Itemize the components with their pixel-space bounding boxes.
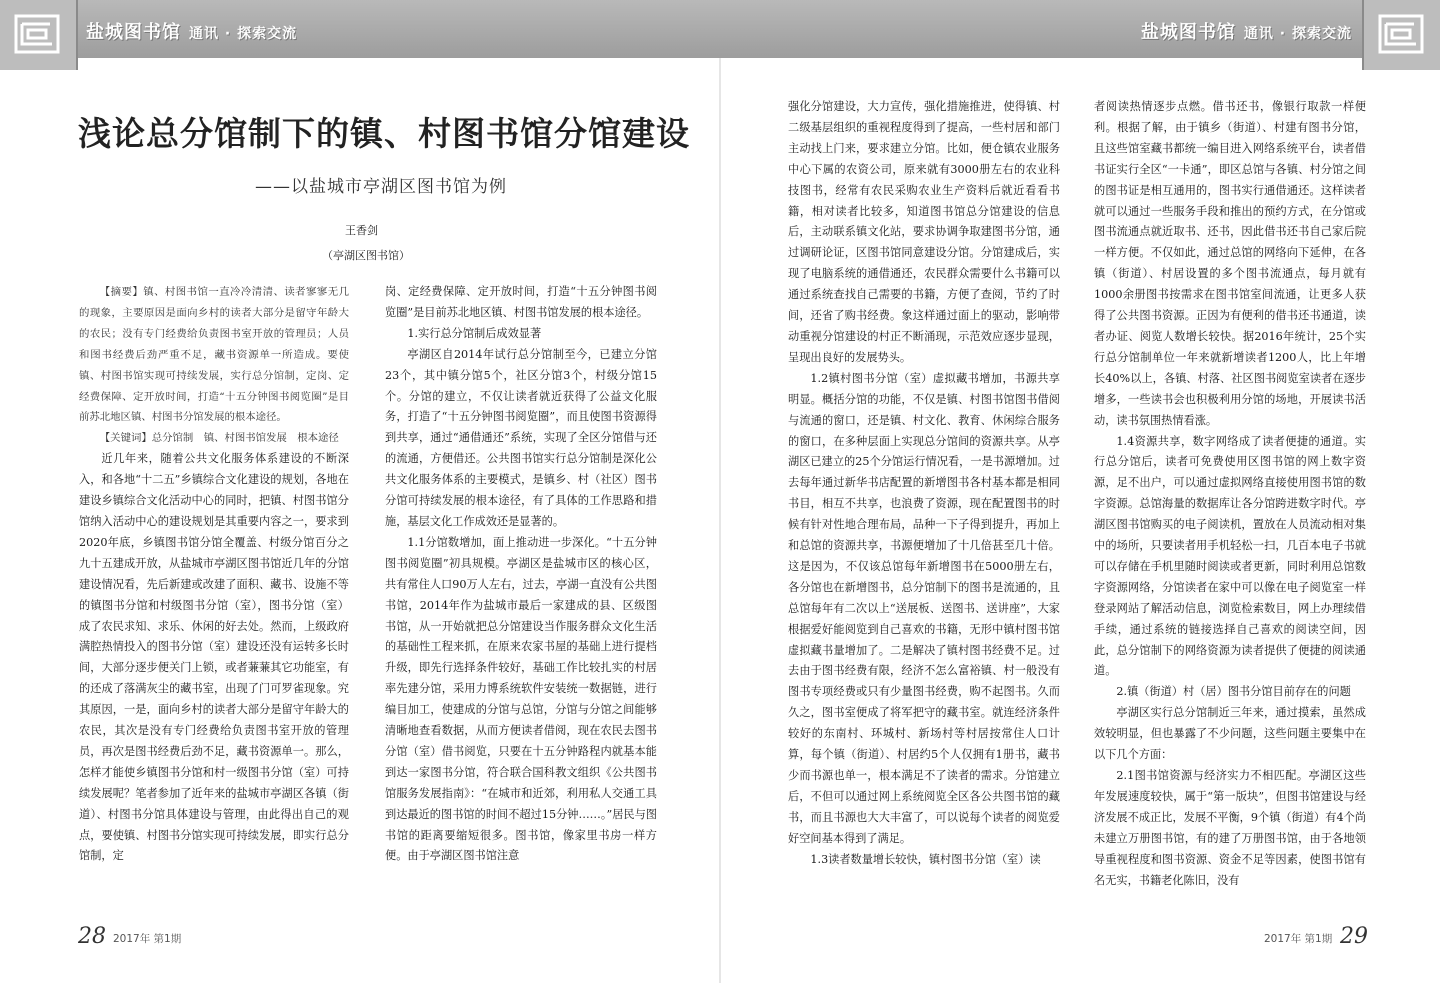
paragraph: 岗、定经费保障、定开放时间，打造“十五分钟图书阅览圈”是目前苏北地区镇、村图书馆发展的根本途径。 (385, 285, 657, 319)
library-name: 盐城图书馆 (1140, 22, 1236, 43)
header-right (720, 0, 1440, 58)
paragraph: 亭湖区实行总分馆制近三年来，通过摸索，虽然成效较明显，但也暴露了不少问题，这些问题主要集中在以下几个方面： (1094, 706, 1366, 762)
paragraph: 2.1图书馆资源与经济实力不相匹配。亭湖区这些年发展速度较快，属于“第一版块”，但图书馆建设与经济发展不成正比，发展不平衡，9个镇（街道）有4个尚未建立万册图书馆，有的建了万册图书馆，由于各地领导重视程度和图书资源、资金不足等因素，使图书馆有名无实，书籍老化陈旧，没有 (1094, 769, 1366, 887)
text-column-4 (1094, 97, 1366, 891)
library-logo-icon (0, 0, 78, 70)
header-left (0, 0, 720, 58)
issue-label-right: 2017年 第1期 (1264, 933, 1333, 945)
paragraph: 近几年来，随着公共文化服务体系建设的不断深入，和各地“十二五”乡镇综合文化建设的规划，各地在建设乡镇综合文化活动中心的同时，把镇、村图书馆分馆纳入活动中心的建设规划是其重要内容之一，要求到2020年底，乡镇图书馆分馆全覆盖、村级分馆百分之九十五建成开放，从盐城市亭湖区图书馆近几年的分馆建设情况看，先后新建或改建了面积、藏书、设施不等的镇图书分馆和村级图书分馆（室），图书分馆（室）成了农民求知、求乐、休闲的好去处。然而，上级政府满腔热情投入的图书分馆（室）建设还没有运转多长时间，大部分逐步便关门上锁，或者蒹蒹其它功能室，有的还成了落满灰尘的藏书室，出现了门可罗雀现象。究其原因，一是，面向乡村的读者大部分是留守年龄大的农民，其次是没有专门经费给负责图书室开放的管理员，再次是图书经费后劲不足，藏书资源单一。那么，怎样才能使乡镇图书分馆和村一级图书分馆（室）可持续发展呢？笔者参加了近年来的盐城市亭湖区各镇（街道）、村图书分馆具体建设与管理，由此得出自己的观点，要使镇、村图书分馆实现可持续发展，即实行总分馆制，定 (79, 452, 349, 863)
paragraph: 强化分馆建设，大力宣传，强化措施推进，使得镇、村二级基层组织的重视程度得到了提高，一些村居和部门主动找上门来，要求建立分馆。比如，便仓镇农业服务中心下属的农资公司，原来就有3000册左右的农业科技图书，经常有农民采购农业生产资料后就近看看书籍，相对读者比较多，知道图书馆总分馆建设的信息后，主动联系镇文化站，要求协调争取建图书分馆，通过调研论证，区图书馆同意建设分馆。分馆建成后，实现了电脑系统的通借通还，农民群众需要什么书籍可以通过系统查找自己需要的书籍，方便了查阅，节约了时间，还省了购书经费。象这样通过面上的驱动，影响带动重视分馆建设的村正不断涌现，示范效应逐步显现，呈现出良好的发展势头。 (788, 100, 1060, 364)
paragraph: 1.4资源共享，数字网络成了读者便捷的通道。实行总分馆后，读者可免费使用区图书馆的网上数字资源，足不出户，可以通过虚拟网络直接使用图书馆的数字资源。总馆海量的数据库让各分馆跨进数字时代。亭湖区图书馆购买的电子阅读机，置放在人员流动相对集中的场所，只要读者用手机轻松一扫，几百本电子书就可以存储在手机里随时阅读或者更新，同时利用总馆数字资源网络，分馆读者在家中可以像在电子阅览室一样登录网站了解活动信息，浏览检索数目，网上办理续借手续，通过系统的链接选择自己喜欢的阅读空间，因此，总分馆制下的网络资源为读者提供了便捷的阅读通道。 (1094, 434, 1366, 678)
header-title-left (86, 18, 297, 44)
paragraph: 1.3读者数量增长较快，镇村图书分馆（室）读 (810, 852, 1041, 866)
page-number-right: 29 (1340, 924, 1368, 949)
article-author: 王香剑 (345, 224, 378, 237)
page-number-left: 28 (78, 924, 106, 949)
issue-label-left: 2017年 第1期 (113, 933, 182, 945)
paragraph: 者阅读热情逐步点燃。借书还书，像银行取款一样便利。根据了解，由于镇乡（街道）、村建有图书分馆，且这些馆室藏书都统一编目进入网络系统平台，读者借书证实行全区“一卡通”，即区总馆与各镇、村分馆之间的图书证是相互通用的，图书实行通借通还。这样读者就可以通过一些服务手段和推出的预约方式，在分馆或图书流通点就近取书、还书，因此借书还书自己家后院一样方便。不仅如此，通过总馆的网络向下延伸，在各镇（街道）、村居设置的多个图书流通点，每月就有1000余册图书按需求在图书馆室间流通，让更多人获得了公共图书资源。正因为有便利的借书还书通道，读者办证、阅览人数增长较快。据2016年统计，25个实行总分馆制单位一年来就新增读者1200人，比上年增长40%以上，各镇、村落、社区图书阅览室读者在逐步增多，一些读书会也积极利用分馆的场地，开展读书活动，读书氛围热情看涨。 (1094, 100, 1366, 427)
keywords: 【关键词】总分馆制 镇、村图书馆发展 根本途径 (99, 432, 339, 445)
paragraph: 亭湖区自2014年试行总分馆制至今，已建立分馆23个，其中镇分馆5个，社区分馆3个，村级分馆15个。分馆的建立，不仅让读者就近获得了公益文化服务，打造了“十五分钟图书阅览圈”，而且使图书资源得到共享，通过“通借通还”系统，实现了全区分馆借与还的流通，方便借还。公共图书馆实行总分馆制是深化公共文化服务体系的主要模式，是镇乡、村（社区）图书分馆可持续发展的根本途径，有了具体的工作思路和措施，基层文化工作成效还是显著的。 (385, 347, 657, 528)
abstract: 【摘要】镇、村图书馆一直冷冷清清、读者寥寥无几的现象，主要原因是面向乡村的读者大部分是留守年龄大的农民；没有专门经费给负责图书室开放的管理员；人员和图书经费后劲严重不足，藏书资源单一所造成。要使镇、村图书馆实现可持续发展，实行总分馆制，定岗、定经费保障、定开放时间，打造“十五分钟图书阅览圈”是目前苏北地区镇、村图书分馆发展的根本途径。 (79, 286, 349, 424)
section-label: 通讯 · 探索交流 (189, 26, 298, 42)
text-column-3 (788, 97, 1060, 871)
library-name: 盐城图书馆 (86, 22, 181, 43)
text-column-2 (385, 282, 657, 867)
section-label: 通讯 · 探索交流 (1243, 26, 1352, 42)
section-heading: 2.镇（街道）村（居）图书分馆目前存在的问题 (1116, 685, 1351, 699)
library-logo-icon (1362, 0, 1440, 70)
page-gutter (719, 58, 721, 983)
article-title: 浅论总分馆制下的镇、村图书馆分馆建设 (78, 114, 690, 153)
article-affiliation: （亭湖区图书馆） (322, 249, 410, 262)
paragraph: 1.1分馆数增加，面上推动进一步深化。“十五分钟图书阅览圈”初具规模。亭湖区是盐城市区的核心区，共有常住人口90万人左右，过去，亭湖一直没有公共图书馆，2014年作为盐城市最后一家建成的县、区级图书馆，从一开始就把总分馆建设当作服务群众文化生活的基础性工程来抓，在原来农家书屋的基础上进行提档升级，即先行选择条件较好，基础工作比较扎实的村居率先建分馆，采用力博系统软件安装统一数据链，进行编目加工，使建成的分馆与总馆，分馆与分馆之间能够清晰地查看数据，从而方便读者借阅，现在农民去图书分馆（室）借书阅览，只要在十五分钟路程内就基本能到达一家图书分馆，符合联合国科教文组织《公共图书馆服务发展指南》：“在城市和近郊，利用私人交通工具到达最近的图书馆的时间不超过15分钟……。”居民与图书馆的距离要缩短很多。图书馆，像家里书房一样方便。由于亭湖区图书馆注意 (385, 535, 657, 863)
header-title-right (1141, 18, 1352, 44)
paragraph: 1.2镇村图书分馆（室）虚拟藏书增加，书源共享明显。概括分馆的功能，不仅是镇、村图书馆图书借阅与流通的窗口，还是镇、村文化、教育、休闲综合服务的窗口，在多种层面上实现总分馆间的资源共享。从亭湖区已建立的25个分馆运行情况看，一是书源增加。过去每年通过新华书店配置的新增图书各村基本都是相同书目，相互不共享，也浪费了资源，现在配置图书的时候有针对性地合理布局，品种一下子得到提升，再加上和总馆的资源共享，书源便增加了十几倍甚至几十倍。这是因为，不仅该总馆每年新增图书在5000册左右，各分馆也在新增图书，总分馆制下的图书是流通的，且总馆每年有二次以上“送展板、送图书、送讲座”，大家根据爱好能阅览到自己喜欢的书籍，无形中镇村图书馆虚拟藏书量增加了。二是解决了镇村图书经费不足。过去由于图书经费有限，经济不怎么富裕镇、村一般没有图书专项经费或只有少量图书经费，购不起图书。久而久之，图书室便成了将军把守的藏书室。就连经济条件较好的东南村、环城村、新场村等村居按常住人口计算，每个镇（街道）、村居约5个人仅拥有1册书，藏书少而书源也单一，根本满足不了读者的需求。分馆建立后，不但可以通过网上系统阅览全区各公共图书馆的藏书，而且书源也大大丰富了，可以说每个读者的阅览爱好空间基本得到了满足。 (788, 371, 1060, 845)
section-heading: 1.实行总分馆制后成效显著 (407, 326, 542, 340)
article-subtitle: ——以盐城市亭湖区图书馆为例 (255, 177, 507, 197)
text-column-1 (79, 282, 349, 867)
